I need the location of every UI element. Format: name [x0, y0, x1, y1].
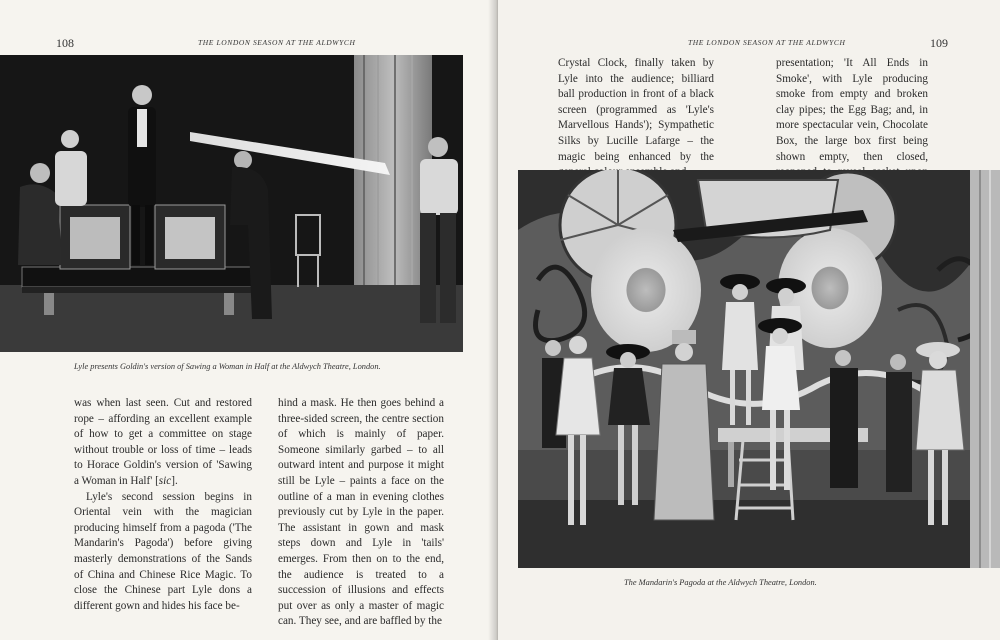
page-number: 108: [56, 36, 74, 50]
paragraph-text: was when last seen. Cut and restored rope – affording an excellent example of how to get a committee on stage without trouble or loss of time – leads to Horace Goldin's version of 'Sawing a Woman in Half' [: [74, 397, 252, 487]
page-number: 109: [930, 36, 948, 50]
paragraph: [74, 396, 252, 490]
paragraph-text-end: ].: [171, 474, 178, 487]
running-head: THE LONDON SEASON AT THE ALDWYCH: [198, 38, 356, 47]
paragraph: presentation; 'It All Ends in Smoke', with Lyle producing smoke from empty and broken clay pipes; the Egg Bag; and, in more spectacular vein, Chocolate Box, the large box first being shown empty, then closed,: [776, 57, 928, 163]
photo-mandarins-pagoda: [518, 170, 1000, 568]
photo-caption: The Mandarin's Pagoda at the Aldwych Theatre, London.: [624, 578, 817, 587]
running-head: THE LONDON SEASON AT THE ALDWYCH: [688, 38, 846, 47]
photo-sawing-woman-in-half: [0, 55, 463, 352]
text-column-2: [278, 396, 444, 630]
sic-annotation: sic: [158, 474, 172, 487]
paragraph: Crystal Clock, finally taken by Lyle into the audience; billiard ball production in front of a black screen (programmed as 'Lyle's Marvellous Hands'); Sympathetic Silks by Lucille Lafarge – the magic being enhanced by the: [558, 57, 714, 163]
right-page: [498, 0, 1000, 640]
paragraph: hind a mask. He then goes behind a three-sided screen, the centre section of which is mainly of paper. Someone similarly garbed – to all outward intent and purpose it might still be Lyle – paints a face on the outline of a man in evening clothes previously cut by Lyle in the paper. The assistant in gown and mask steps down and Lyle in 'tails' emerges. From then on to the end, the audience is treated to a succession of illusions and effects put over as only a master of magic can. They see, and are baffled by the: [278, 397, 444, 628]
photo-caption: Lyle presents Goldin's version of Sawing a Woman in Half at the Aldwych Theatre, London.: [74, 362, 381, 371]
text-column-1: [558, 56, 714, 181]
left-page: [0, 0, 496, 640]
text-column-1: [74, 396, 252, 614]
paragraph: Lyle's second session begins in Oriental vein with the magician producing himself from a pagoda ('The Mandarin's Pagoda') before giving masterly demonstrations of the Sands of China and Chinese Rice Magic. To close the Chinese part Lyle dons a different gown and hides his face be-: [74, 490, 252, 612]
